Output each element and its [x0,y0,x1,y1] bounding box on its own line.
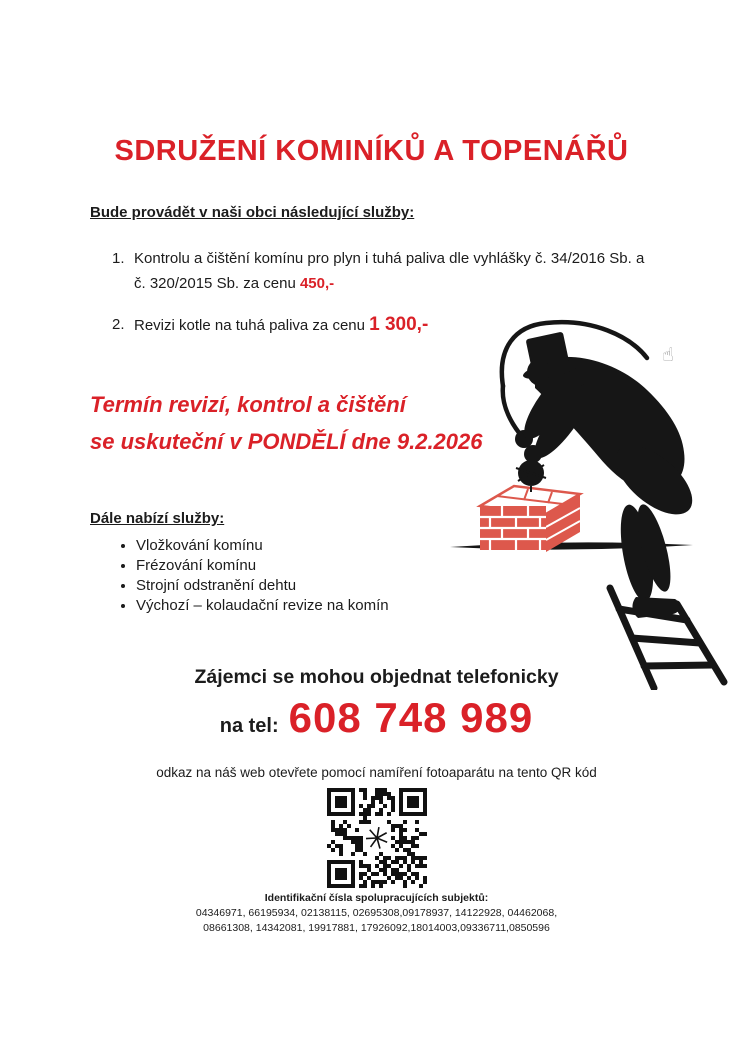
date-notice-line1: Termín revizí, kontrol a čištění [90,392,406,417]
ids-line: 08661308, 14342081, 19917881, 17926092,18014003,09336711,0850596 [203,922,550,934]
list-item: • Vložkování komínu [136,536,389,556]
date-notice-line2: se uskuteční v PONDĚLÍ dne 9.2.2026 [90,429,483,454]
phone-line [10,694,743,742]
list-item: • Frézování komínu [136,556,389,576]
service-number: 2. [112,316,125,333]
service-text: Kontrolu a čištění komínu pro plyn i tuhá paliva dle vyhlášky č. 34/2016 Sb. a č. 320/2015 Sb. za cenu 450,- [134,250,645,292]
qr-code [10,786,743,895]
qr-instruction: odkaz na náš web otevřete pomocí namíření fotoaparátu na tento QR kód [156,765,597,780]
more-services-list [112,536,389,616]
contact-heading: Zájemci se mohou objednat telefonicky [194,666,559,688]
chimney-sweep-illustration [440,308,740,690]
service-price: 1 300,- [369,314,429,335]
service-item-1 [112,246,660,296]
ids-heading: Identifikační čísla spolupracujících subjektů: [264,892,489,904]
partner-ids [10,891,743,936]
pointer-cursor-icon: ☝ [662,344,674,366]
phone-label: na tel: [219,715,279,737]
list-item: • Strojní odstranění dehtu [136,576,389,596]
service-price: 450,- [299,275,335,292]
date-notice [90,386,483,460]
service-number: 1. [112,250,125,267]
phone-number: 608 748 989 [288,694,534,741]
page-title: SDRUŽENÍ KOMINÍKŮ A TOPENÁŘŮ [114,135,629,167]
ids-line: 04346971, 66195934, 02138115, 02695308,09178937, 14122928, 04462068, [195,907,558,919]
services-heading: Bude provádět v naši obci následující služby: [90,204,415,221]
more-services-heading: Dále nabízí služby: [90,510,225,527]
service-text: Revizi kotle na tuhá paliva za cenu 1 300,- [134,314,429,335]
list-item: • Výchozí – kolaudační revize na komín [136,596,389,616]
